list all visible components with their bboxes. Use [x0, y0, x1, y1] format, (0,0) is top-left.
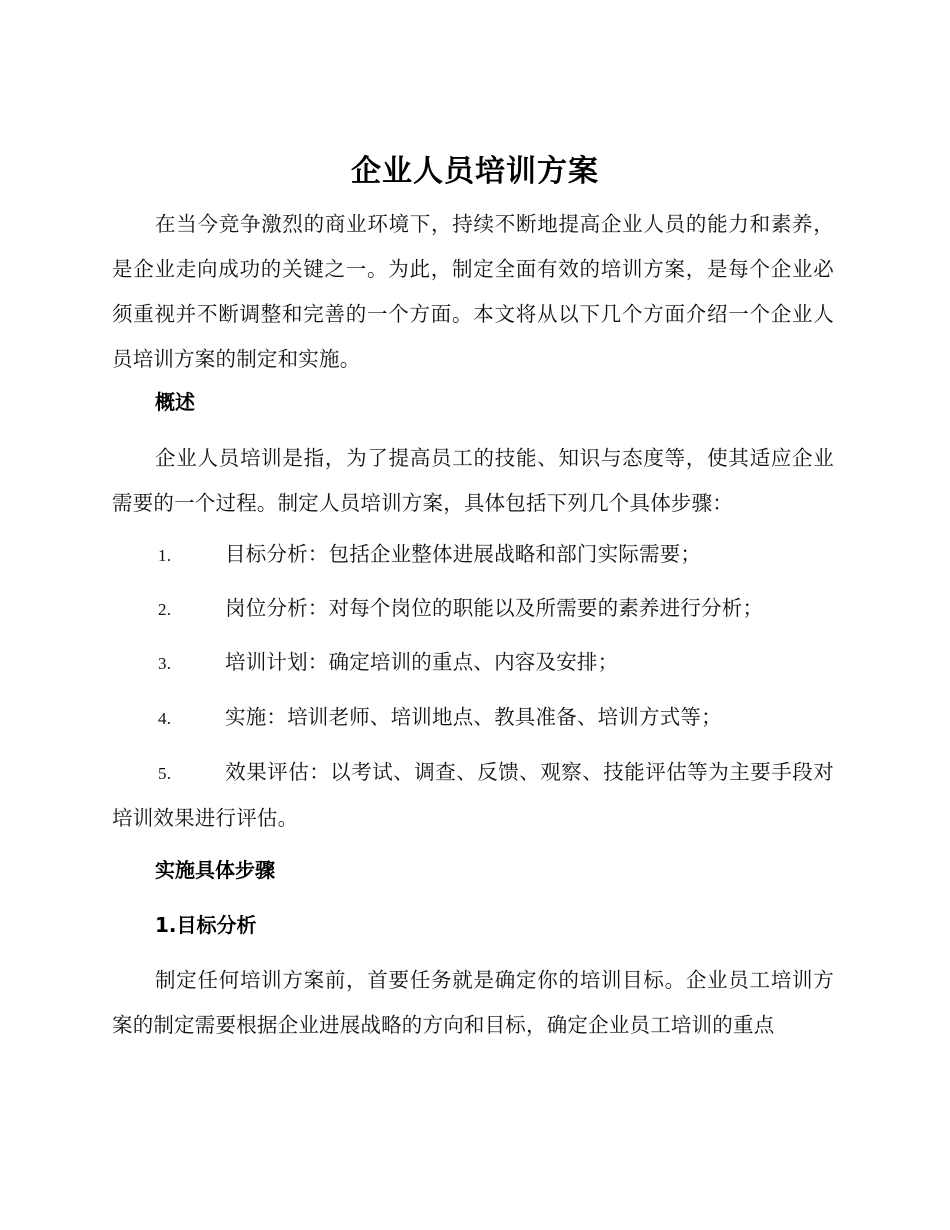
list-item: [112, 532, 834, 578]
list-item-number: 3.: [158, 654, 172, 673]
list-item-number: 1.: [158, 546, 172, 565]
intro-paragraph: 在当今竞争激烈的商业环境下，持续不断地提高企业人员的能力和素养，是企业走向成功的关键之一。为此，制定全面有效的培训方案，是每个企业必须重视并不断调整和完善的一个方面。本文将从以下几个方面介绍一个企业人员培训方案的制定和实施。: [112, 212, 834, 371]
overview-paragraph: 企业人员培训是指，为了提高员工的技能、知识与态度等，使其适应企业需要的一个过程。制定人员培训方案，具体包括下列几个具体步骤：: [112, 446, 834, 515]
list-item-text: 培训计划：确定培训的重点、内容及安排；: [225, 650, 619, 674]
list-item: [112, 750, 834, 841]
list-item-number: 5.: [158, 764, 172, 783]
list-item-number: 4.: [158, 709, 172, 728]
list-item-text: 目标分析：包括企业整体进展战略和部门实际需要；: [225, 542, 702, 566]
document-title: 企业人员培训方案: [351, 154, 599, 189]
list-item: [112, 586, 834, 632]
list-item-text: 实施：培训老师、培训地点、教具准备、培训方式等；: [225, 705, 722, 729]
section-heading-implementation: 实施具体步骤: [155, 858, 275, 882]
list-item: [112, 640, 834, 686]
list-item-text: 岗位分析：对每个岗位的职能以及所需要的素养进行分析；: [225, 596, 764, 620]
goal-analysis-paragraph: 制定任何培训方案前，首要任务就是确定你的培训目标。企业员工培训方案的制定需要根据企业进展战略的方向和目标，确定企业员工培训的重点: [112, 968, 834, 1037]
subsection-heading-goal-analysis: 1.目标分析: [155, 913, 257, 937]
list-item-number: 2.: [158, 600, 172, 619]
list-item: [112, 695, 834, 741]
list-item-text: 效果评估：以考试、调查、反馈、观察、技能评估等为主要手段对培训效果进行评估。: [112, 760, 834, 830]
section-heading-overview: 概述: [155, 390, 195, 414]
